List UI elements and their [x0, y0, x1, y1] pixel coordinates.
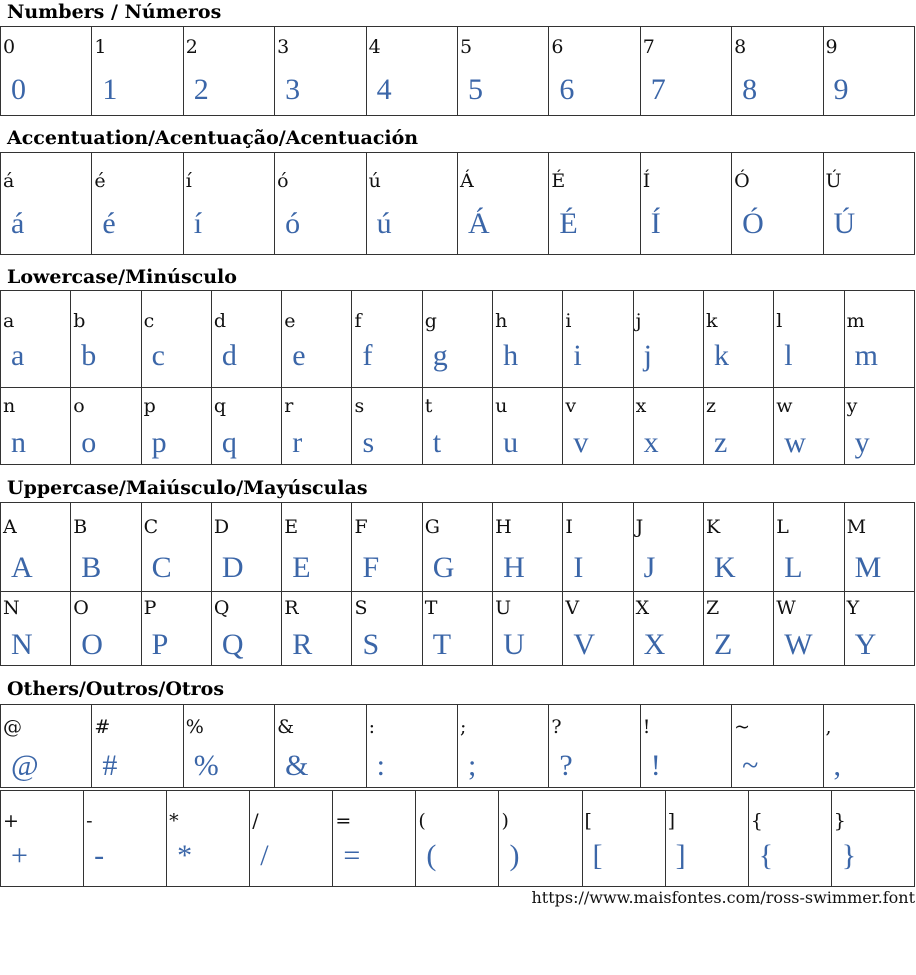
glyph-cell	[549, 705, 640, 788]
lowercase-grid	[0, 290, 915, 465]
glyph-cell	[633, 388, 703, 465]
glyph-label: ?	[551, 716, 562, 738]
glyph-sample: z	[713, 426, 728, 459]
glyph-sample: w	[784, 426, 806, 459]
glyph-cell	[1, 291, 71, 388]
glyph-label: ó	[277, 170, 289, 192]
accents-grid	[0, 152, 915, 255]
glyph-cell	[71, 388, 141, 465]
uppercase-grid	[0, 502, 915, 666]
glyph-sample: ~	[742, 749, 759, 782]
glyph-label: P	[143, 597, 157, 619]
glyph-label: S	[354, 597, 368, 619]
uppercase-row	[1, 503, 915, 592]
glyph-sample: é	[102, 207, 116, 240]
glyph-cell	[1, 791, 84, 887]
glyph-label: I	[565, 516, 573, 538]
glyph-label: F	[354, 516, 368, 538]
glyph-label: D	[213, 516, 230, 538]
glyph-sample: (	[426, 839, 437, 872]
glyph-sample: 6	[559, 73, 575, 106]
glyph-sample: e	[292, 339, 306, 372]
glyph-sample: u	[503, 426, 519, 459]
glyph-sample: l	[784, 339, 793, 372]
glyph-cell	[366, 705, 457, 788]
glyph-sample: 9	[833, 73, 849, 106]
glyph-label: x	[635, 395, 647, 417]
glyph-sample: 7	[650, 73, 666, 106]
glyph-cell	[732, 153, 823, 255]
glyph-label: Á	[459, 170, 474, 192]
glyph-cell	[282, 388, 352, 465]
lowercase-row	[1, 291, 915, 388]
others-grid-operators	[0, 790, 915, 887]
glyph-sample: 5	[467, 73, 483, 106]
glyph-cell	[703, 503, 773, 592]
glyph-sample: L	[784, 551, 803, 584]
glyph-sample: 3	[285, 73, 301, 106]
glyph-label: 9	[825, 36, 838, 58]
glyph-sample: r	[292, 426, 303, 459]
section-title-others: Others/Outros/Otros	[7, 678, 225, 700]
glyph-label: j	[635, 310, 642, 332]
glyph-sample: k	[713, 339, 729, 372]
glyph-sample: M	[854, 551, 882, 584]
glyph-sample: y	[854, 426, 870, 459]
glyph-sample: @	[11, 749, 39, 782]
glyph-sample: J	[643, 551, 656, 584]
glyph-sample: D	[221, 551, 244, 584]
glyph-sample: V	[573, 628, 596, 661]
glyph-sample: ?	[559, 749, 573, 782]
glyph-cell	[422, 503, 492, 592]
glyph-label: C	[143, 516, 159, 538]
glyph-cell	[92, 705, 183, 788]
source-url: https://www.maisfontes.com/ross-swimmer.font	[531, 888, 915, 907]
others-row	[1, 705, 915, 788]
glyph-label: J	[635, 516, 644, 538]
glyph-cell	[183, 153, 274, 255]
glyph-sample: d	[221, 339, 237, 372]
glyph-cell	[422, 388, 492, 465]
glyph-sample: F	[362, 551, 380, 584]
glyph-label: b	[73, 310, 86, 332]
glyph-label: c	[143, 310, 155, 332]
glyph-sample: Á	[467, 207, 490, 240]
glyph-cell	[84, 791, 167, 887]
glyph-sample: t	[432, 426, 442, 459]
glyph-label: &	[277, 716, 295, 738]
glyph-cell	[141, 291, 211, 388]
glyph-label: +	[3, 810, 19, 832]
glyph-sample: G	[432, 551, 455, 584]
glyph-cell	[493, 592, 563, 666]
glyph-sample: a	[11, 339, 25, 372]
glyph-cell	[823, 27, 914, 116]
accents-row	[1, 153, 915, 255]
glyph-cell	[183, 705, 274, 788]
glyph-sample: ó	[285, 207, 301, 240]
glyph-sample: Y	[854, 628, 877, 661]
others-grid-symbols	[0, 704, 915, 788]
section-title-numbers: Numbers / Números	[7, 1, 222, 23]
glyph-cell	[633, 503, 703, 592]
glyph-sample: á	[11, 207, 25, 240]
glyph-cell	[422, 592, 492, 666]
glyph-sample: %	[193, 749, 219, 782]
glyph-label: B	[73, 516, 88, 538]
glyph-sample: c	[151, 339, 165, 372]
glyph-label: G	[424, 516, 440, 538]
glyph-cell	[211, 388, 281, 465]
glyph-sample: Ó	[742, 207, 764, 240]
glyph-sample: U	[503, 628, 525, 661]
glyph-cell	[167, 791, 250, 887]
glyph-label: w	[776, 395, 793, 417]
glyph-label: k	[705, 310, 718, 332]
section-title-accents: Accentuation/Acentuação/Acentuación	[7, 127, 419, 149]
glyph-sample: É	[559, 207, 578, 240]
glyph-cell	[457, 705, 548, 788]
glyph-sample: -	[94, 839, 105, 872]
glyph-label: 7	[642, 36, 655, 58]
glyph-cell	[732, 27, 823, 116]
numbers-row	[1, 27, 915, 116]
glyph-label: L	[776, 516, 789, 538]
glyph-sample: B	[81, 551, 102, 584]
glyph-cell	[352, 291, 422, 388]
glyph-sample: S	[362, 628, 380, 661]
glyph-sample: R	[292, 628, 313, 661]
glyph-label: g	[424, 310, 437, 332]
glyph-label: r	[284, 395, 294, 417]
glyph-label: W	[776, 597, 796, 619]
glyph-sample: Z	[713, 628, 733, 661]
glyph-label: z	[705, 395, 716, 417]
glyph-sample: C	[151, 551, 172, 584]
glyph-cell	[549, 27, 640, 116]
glyph-cell	[582, 791, 665, 887]
glyph-cell	[703, 388, 773, 465]
glyph-label: Y	[846, 597, 860, 619]
glyph-label: N	[3, 597, 20, 619]
glyph-sample: f	[362, 339, 373, 372]
glyph-sample: ,	[833, 749, 842, 782]
glyph-cell	[1, 153, 92, 255]
glyph-cell	[703, 291, 773, 388]
glyph-cell	[633, 291, 703, 388]
glyph-label: É	[551, 170, 566, 192]
glyph-label: ]	[667, 810, 676, 832]
glyph-label: %	[185, 716, 204, 738]
glyph-cell	[844, 388, 914, 465]
glyph-cell	[211, 592, 281, 666]
glyph-cell	[416, 791, 499, 887]
lowercase-row	[1, 388, 915, 465]
glyph-sample: í	[193, 207, 203, 240]
glyph-cell	[640, 705, 731, 788]
others-row	[1, 791, 915, 887]
glyph-sample: 2	[193, 73, 209, 106]
glyph-sample: p	[151, 426, 167, 459]
glyph-label: O	[73, 597, 89, 619]
glyph-label: =	[335, 810, 352, 832]
glyph-sample: /	[260, 839, 269, 872]
glyph-sample: O	[81, 628, 103, 661]
glyph-cell	[844, 291, 914, 388]
glyph-cell	[563, 592, 633, 666]
glyph-cell	[823, 705, 914, 788]
glyph-sample: K	[713, 551, 736, 584]
glyph-label: Ú	[825, 170, 842, 192]
glyph-cell	[640, 27, 731, 116]
glyph-cell	[774, 503, 844, 592]
glyph-cell	[183, 27, 274, 116]
glyph-label: @	[3, 716, 22, 738]
glyph-sample: q	[221, 426, 237, 459]
glyph-cell	[282, 503, 352, 592]
glyph-cell	[493, 388, 563, 465]
glyph-cell	[250, 791, 333, 887]
glyph-cell	[665, 791, 748, 887]
glyph-cell	[844, 503, 914, 592]
glyph-label: V	[565, 597, 580, 619]
glyph-cell	[366, 153, 457, 255]
glyph-label: M	[846, 516, 867, 538]
glyph-label: !	[642, 716, 651, 738]
glyph-cell	[352, 503, 422, 592]
glyph-label: 0	[3, 36, 16, 58]
numbers-grid	[0, 26, 915, 116]
glyph-label: q	[213, 395, 227, 417]
glyph-sample: *	[177, 839, 193, 872]
glyph-sample: 0	[11, 73, 26, 106]
glyph-sample: X	[643, 628, 666, 661]
glyph-cell	[563, 291, 633, 388]
glyph-sample: A	[11, 551, 33, 584]
glyph-cell	[71, 592, 141, 666]
glyph-label: }	[833, 810, 846, 832]
glyph-sample: ]	[675, 839, 686, 872]
glyph-cell	[422, 291, 492, 388]
glyph-sample: 1	[102, 73, 118, 106]
glyph-label: d	[213, 310, 227, 332]
glyph-sample: W	[784, 628, 813, 661]
glyph-cell	[141, 592, 211, 666]
glyph-label: v	[565, 395, 577, 417]
glyph-sample: I	[573, 551, 584, 584]
glyph-cell	[141, 503, 211, 592]
glyph-sample: 8	[742, 73, 758, 106]
glyph-sample: [	[592, 839, 603, 872]
glyph-sample: E	[292, 551, 311, 584]
glyph-sample: 4	[376, 73, 392, 106]
glyph-label: l	[776, 310, 783, 332]
glyph-cell	[1, 27, 92, 116]
glyph-label: Í	[642, 170, 651, 192]
glyph-label: 4	[368, 36, 381, 58]
glyph-label: h	[495, 310, 508, 332]
glyph-label: Ó	[734, 170, 750, 192]
glyph-cell	[774, 291, 844, 388]
glyph-sample: Q	[221, 628, 244, 661]
glyph-cell	[457, 27, 548, 116]
glyph-cell	[92, 27, 183, 116]
glyph-cell	[275, 705, 366, 788]
glyph-cell	[457, 153, 548, 255]
glyph-cell	[774, 592, 844, 666]
glyph-label: ;	[459, 716, 467, 738]
glyph-cell	[282, 291, 352, 388]
glyph-cell	[844, 592, 914, 666]
glyph-cell	[275, 27, 366, 116]
glyph-label: Q	[213, 597, 230, 619]
glyph-label: Z	[705, 597, 720, 619]
glyph-label: 6	[551, 36, 564, 58]
glyph-label: A	[3, 516, 17, 538]
glyph-cell	[499, 791, 582, 887]
glyph-label: U	[495, 597, 512, 619]
glyph-sample: P	[151, 628, 169, 661]
glyph-label: (	[418, 810, 426, 832]
glyph-sample: !	[650, 749, 661, 782]
glyph-cell	[748, 791, 831, 887]
glyph-sample: #	[102, 749, 118, 782]
glyph-cell	[549, 153, 640, 255]
glyph-cell	[640, 153, 731, 255]
glyph-sample: x	[643, 426, 659, 459]
glyph-label: s	[354, 395, 365, 417]
glyph-cell	[282, 592, 352, 666]
glyph-label: é	[94, 170, 106, 192]
glyph-label: :	[368, 716, 375, 738]
glyph-sample: g	[432, 339, 448, 372]
glyph-cell	[774, 388, 844, 465]
glyph-label: E	[284, 516, 299, 538]
glyph-sample: h	[503, 339, 519, 372]
glyph-cell	[141, 388, 211, 465]
glyph-label: n	[3, 395, 16, 417]
glyph-sample: o	[81, 426, 97, 459]
glyph-label: í	[185, 170, 192, 192]
glyph-sample: i	[573, 339, 582, 372]
glyph-cell	[831, 791, 914, 887]
glyph-label: e	[284, 310, 296, 332]
glyph-label: X	[635, 597, 650, 619]
glyph-sample: ú	[376, 207, 392, 240]
glyph-cell	[1, 503, 71, 592]
uppercase-row	[1, 592, 915, 666]
glyph-sample: =	[343, 839, 361, 872]
glyph-cell	[333, 791, 416, 887]
glyph-sample: n	[11, 426, 26, 459]
glyph-label: p	[143, 395, 156, 417]
glyph-sample: +	[11, 839, 28, 872]
glyph-sample: T	[432, 628, 452, 661]
glyph-cell	[1, 388, 71, 465]
glyph-sample: &	[285, 749, 309, 782]
glyph-label: 1	[94, 36, 107, 58]
glyph-cell	[823, 153, 914, 255]
glyph-cell	[352, 388, 422, 465]
glyph-cell	[732, 705, 823, 788]
glyph-sample: b	[81, 339, 97, 372]
glyph-sample: }	[841, 839, 857, 872]
glyph-label: *	[169, 810, 179, 832]
glyph-sample: {	[758, 839, 774, 872]
glyph-cell	[633, 592, 703, 666]
glyph-label: ,	[825, 716, 832, 738]
glyph-label: 3	[277, 36, 290, 58]
glyph-cell	[493, 503, 563, 592]
glyph-sample: :	[376, 749, 385, 782]
glyph-cell	[275, 153, 366, 255]
glyph-label: t	[424, 395, 433, 417]
glyph-sample: s	[362, 426, 375, 459]
glyph-cell	[71, 503, 141, 592]
glyph-label: {	[750, 810, 763, 832]
glyph-cell	[493, 291, 563, 388]
glyph-label: i	[565, 310, 572, 332]
glyph-sample: ;	[467, 749, 477, 782]
section-title-uppercase: Uppercase/Maiúsculo/Mayúsculas	[7, 477, 368, 499]
glyph-cell	[563, 503, 633, 592]
glyph-cell	[703, 592, 773, 666]
section-title-lowercase: Lowercase/Minúsculo	[7, 266, 237, 288]
glyph-cell	[71, 291, 141, 388]
glyph-label: m	[846, 310, 865, 332]
glyph-sample: N	[11, 628, 33, 661]
glyph-label: /	[252, 810, 259, 832]
glyph-label: 2	[185, 36, 198, 58]
glyph-cell	[211, 503, 281, 592]
glyph-label: f	[354, 310, 362, 332]
glyph-label: ~	[734, 716, 751, 738]
glyph-sample: Ú	[833, 207, 856, 240]
glyph-label: á	[3, 170, 15, 192]
glyph-label: u	[495, 395, 508, 417]
glyph-label: T	[424, 597, 438, 619]
glyph-sample: Í	[650, 207, 661, 240]
glyph-label: [	[584, 810, 592, 832]
glyph-cell	[92, 153, 183, 255]
glyph-cell	[366, 27, 457, 116]
glyph-label: 8	[734, 36, 747, 58]
glyph-label: H	[495, 516, 512, 538]
glyph-label: R	[284, 597, 299, 619]
glyph-cell	[1, 705, 92, 788]
glyph-label: y	[846, 395, 858, 417]
glyph-label: K	[705, 516, 721, 538]
glyph-label: #	[94, 716, 111, 738]
glyph-label: -	[86, 810, 93, 832]
glyph-label: o	[73, 395, 85, 417]
glyph-cell	[563, 388, 633, 465]
glyph-cell	[352, 592, 422, 666]
glyph-label: )	[501, 810, 509, 832]
glyph-sample: v	[573, 426, 589, 459]
glyph-label: a	[3, 310, 15, 332]
glyph-sample: H	[503, 551, 525, 584]
glyph-label: 5	[459, 36, 473, 58]
glyph-cell	[1, 592, 71, 666]
glyph-sample: )	[509, 839, 520, 872]
glyph-label: ú	[368, 170, 381, 192]
glyph-sample: m	[854, 339, 878, 372]
glyph-cell	[211, 291, 281, 388]
glyph-sample: j	[643, 339, 653, 372]
